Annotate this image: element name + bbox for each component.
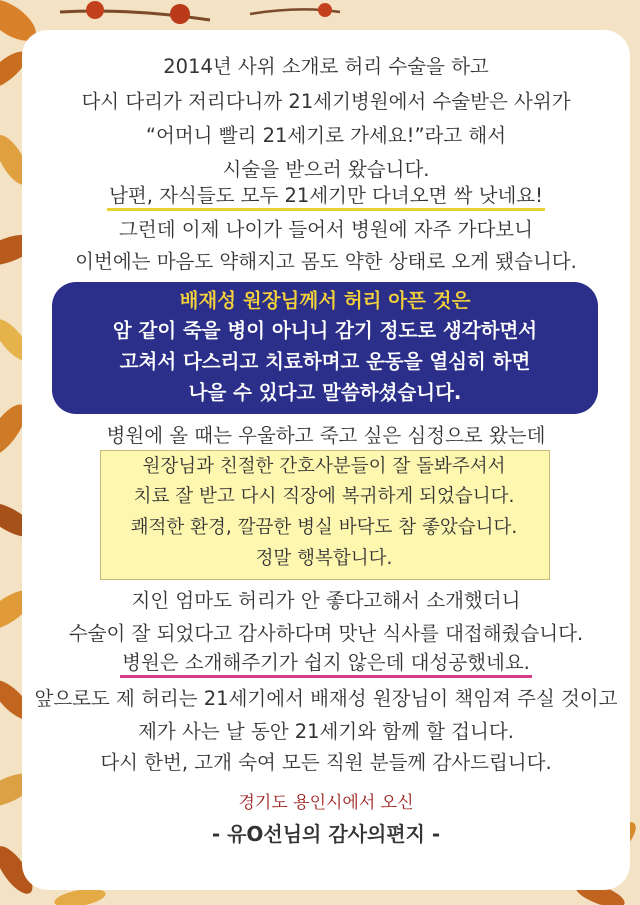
letter-line: 2014년 사위 소개로 허리 수술을 하고 — [163, 55, 489, 78]
doctor-advice-line: 고쳐서 다스리고 치료하며고 운동을 열심히 하면 — [119, 350, 531, 373]
highlight-line — [22, 181, 630, 211]
letter-line: 수술이 잘 되었다고 감사하다며 맛난 식사를 대접해줬습니다. — [68, 622, 584, 645]
letter-line: 병원에 올 때는 우울하고 죽고 싶은 심정으로 왔는데 — [106, 424, 546, 447]
letter-line: 지인 엄마도 허리가 안 좋다고해서 소개했더니 — [131, 589, 521, 612]
doctor-advice-line: 암 같이 죽을 병이 아니니 감기 정도로 생각하면서 — [112, 319, 538, 342]
letter-line: 제가 사는 날 동안 21세기와 함께 할 겁니다. — [138, 720, 514, 743]
letter-line: 다시 다리가 저리다니까 21세기병원에서 수술받은 사위가 — [81, 90, 571, 113]
care-experience-line: 쾌적한 환경, 깔끔한 병실 바닥도 참 좋았습니다. — [130, 517, 518, 538]
care-experience-line: 정말 행복합니다. — [255, 548, 393, 569]
doctor-advice-heading: 배재성 원장님께서 허리 아픈 것은 — [179, 289, 471, 312]
letter-line: 앞으로도 제 허리는 21세기에서 배재성 원장님이 책임져 주실 것이고 — [34, 687, 618, 710]
signature-title: - 유O선님의 감사의편지 - — [211, 822, 441, 846]
letter-line: “어머니 빨리 21세기로 가세요!”라고 해서 — [145, 124, 507, 147]
doctor-advice-line: 나을 수 있다고 말씀하셨습니다. — [188, 381, 462, 404]
signature-location: 경기도 용인시에서 오신 — [238, 793, 414, 813]
letter-line: 시술을 받으러 왔습니다. — [222, 158, 430, 181]
care-experience-line: 치료 잘 받고 다시 직장에 복귀하게 되었습니다. — [133, 486, 515, 507]
care-experience-line: 원장님과 친절한 간호사분들이 잘 돌봐주셔서 — [142, 456, 506, 477]
letter-line: 그런데 이제 나이가 들어서 병원에 자주 가다보니 — [119, 218, 533, 241]
letter-line: 다시 한번, 고개 숙여 모든 직원 분들께 감사드립니다. — [100, 751, 552, 774]
yellow-underlined-text: 남편, 자식들도 모두 21세기만 다녀오면 싹 낫네요! — [107, 184, 545, 211]
highlight-line — [22, 648, 630, 678]
letter-line: 이번에는 마음도 약해지고 몸도 약한 상태로 오게 됐습니다. — [75, 250, 577, 273]
pink-underlined-text: 병원은 소개해주기가 쉽지 않은데 대성공했네요. — [120, 651, 532, 678]
